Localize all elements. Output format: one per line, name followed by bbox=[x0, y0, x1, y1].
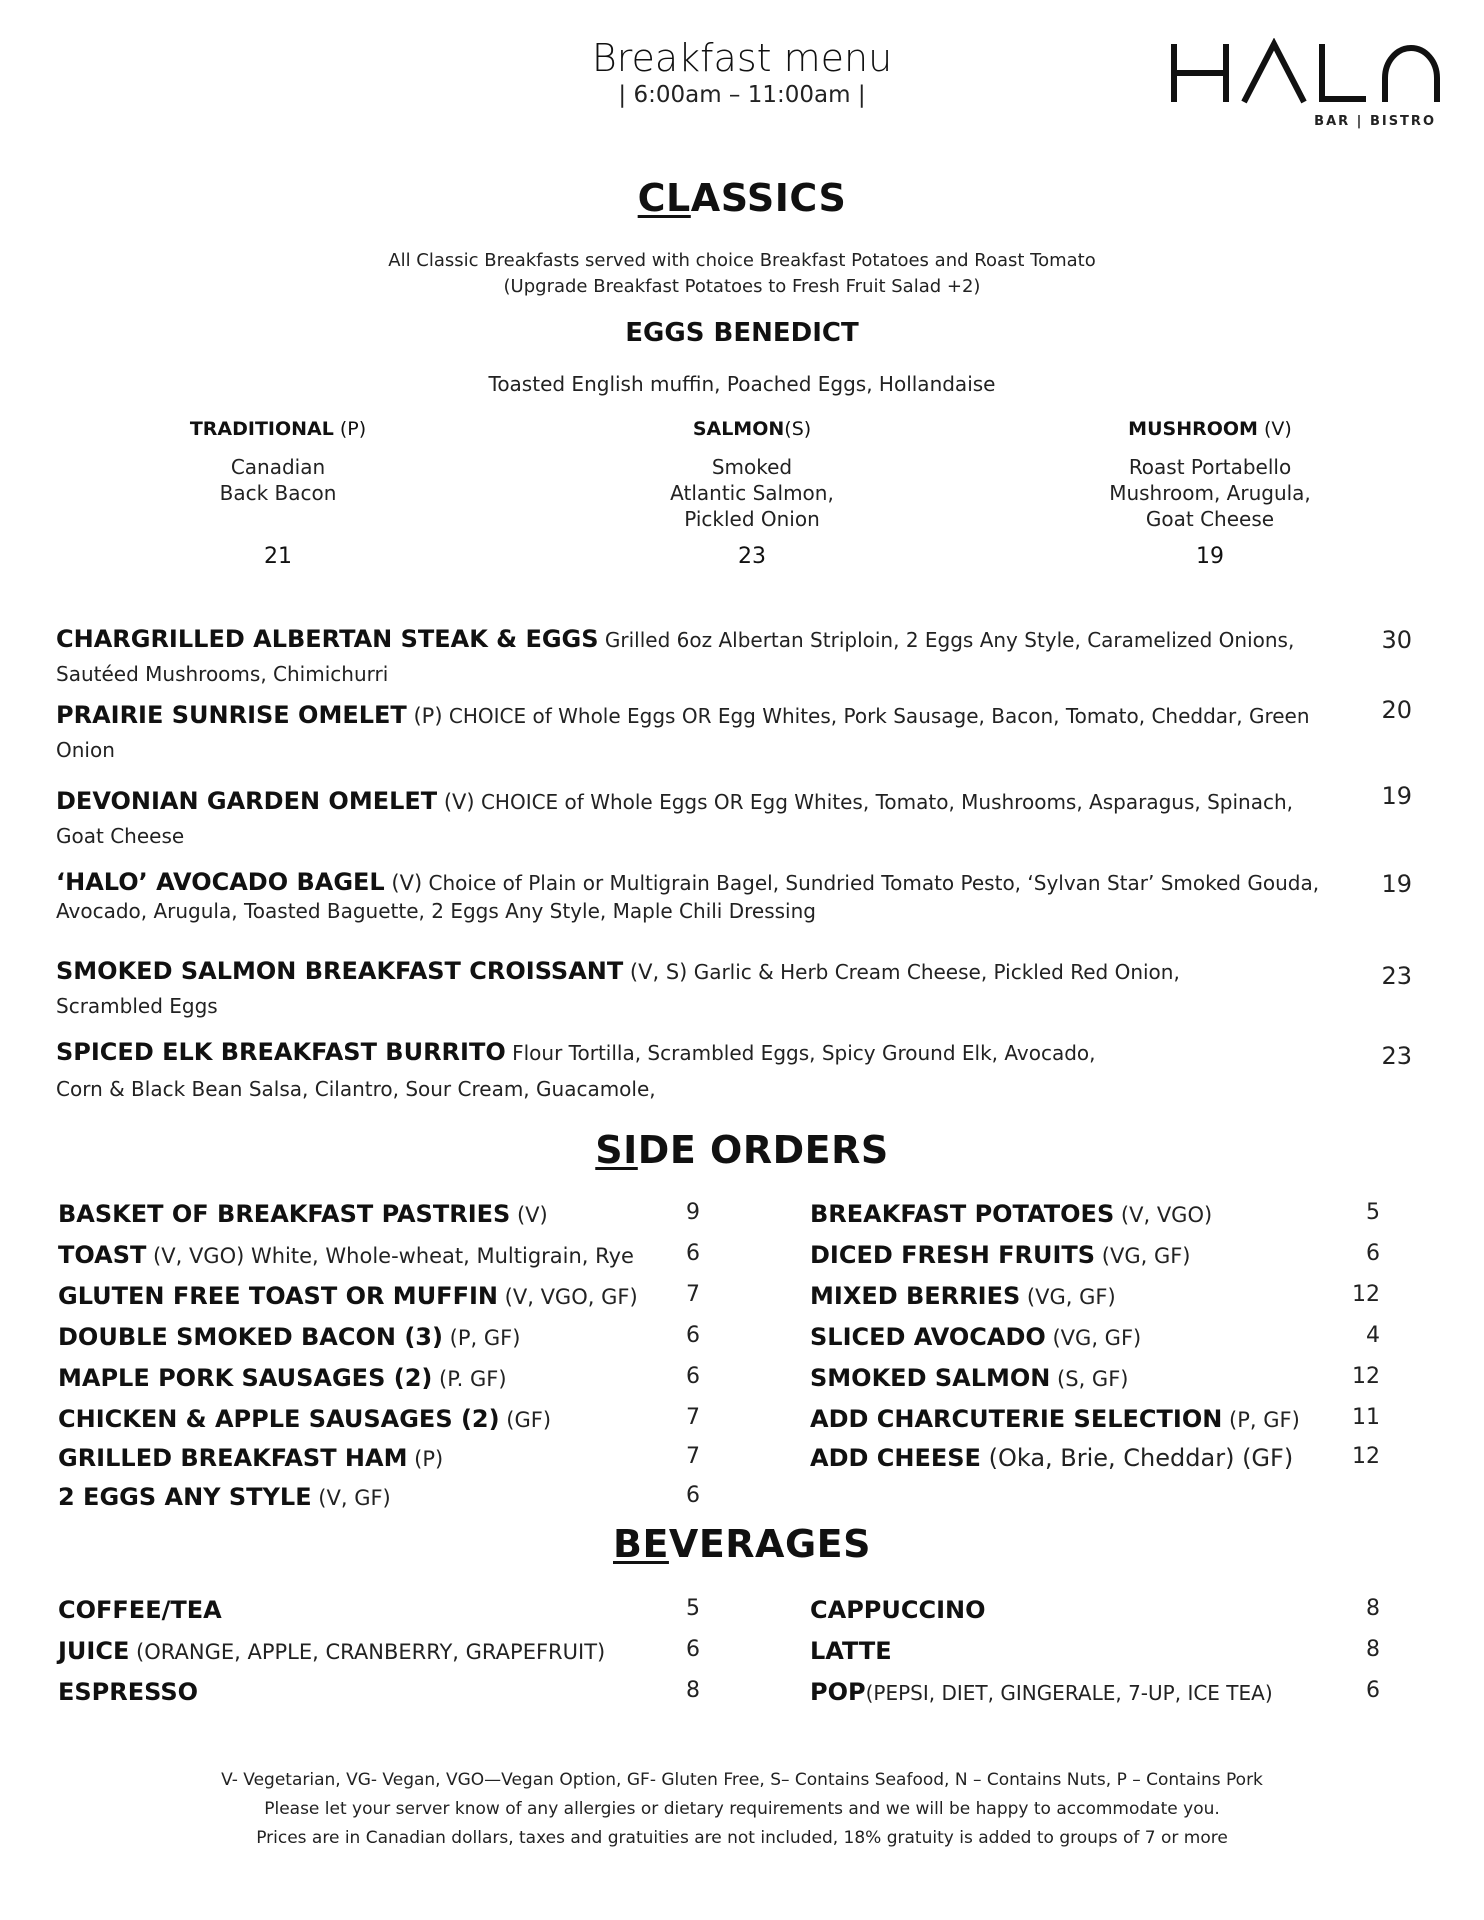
side-item-price: 4 bbox=[1366, 1323, 1380, 1348]
side-item: MIXED BERRIES (VG, GF) bbox=[810, 1282, 1116, 1310]
service-hours: | 6:00am – 11:00am | bbox=[618, 82, 866, 108]
side-item: SLICED AVOCADO (VG, GF) bbox=[810, 1323, 1142, 1351]
side-item-price: 6 bbox=[686, 1483, 700, 1508]
classics-note-line1: All Classic Breakfasts served with choice Breakfast Potatoes and Roast Tomato bbox=[388, 250, 1096, 271]
benedict-option-name: SALMON(S) bbox=[692, 418, 812, 440]
side-item-price: 6 bbox=[686, 1241, 700, 1266]
side-item-price: 7 bbox=[686, 1282, 700, 1307]
side-item: 2 EGGS ANY STYLE (V, GF) bbox=[58, 1483, 391, 1511]
classics-note-line2: (Upgrade Breakfast Potatoes to Fresh Fruit Salad +2) bbox=[503, 276, 981, 297]
benedict-option-name: TRADITIONAL (P) bbox=[189, 418, 367, 440]
side-item: ADD CHARCUTERIE SELECTION (P, GF) bbox=[810, 1405, 1300, 1433]
menu-item-devonian-omelet: DEVONIAN GARDEN OMELET (V) CHOICE of Whole Eggs OR Egg Whites, Tomato, Mushrooms, Asparagus, Spinach, Goat Cheese bbox=[56, 787, 1294, 848]
side-item-price: 6 bbox=[686, 1364, 700, 1389]
benedict-option-traditional bbox=[98, 418, 458, 569]
side-item: SMOKED SALMON (S, GF) bbox=[810, 1364, 1129, 1392]
benedict-option-mushroom bbox=[1030, 418, 1390, 569]
menu-item-price: 23 bbox=[1381, 1042, 1412, 1070]
benedict-option-price: 19 bbox=[1196, 544, 1224, 569]
side-item: BREAKFAST POTATOES (V, VGO) bbox=[810, 1200, 1213, 1228]
beverage-item-price: 6 bbox=[686, 1637, 700, 1662]
menu-item-price: 30 bbox=[1381, 626, 1412, 654]
menu-item-salmon-croissant: SMOKED SALMON BREAKFAST CROISSANT (V, S) Garlic & Herb Cream Cheese, Pickled Red Onion, Scrambled Eggs bbox=[56, 957, 1180, 1018]
classics-note bbox=[0, 248, 1484, 300]
menu-item-steak-eggs: CHARGRILLED ALBERTAN STEAK & EGGS Grilled 6oz Albertan Striploin, 2 Eggs Any Style, Caramelized Onions, Sautéed Mushrooms, Chimichurri bbox=[56, 625, 1295, 686]
allergy-notice: Please let your server know of any allergies or dietary requirements and we will be happy to accommodate you. bbox=[264, 1799, 1220, 1819]
benedict-option-price: 23 bbox=[738, 544, 766, 569]
benedict-option-description: Roast Portabello Mushroom, Arugula, Goat Cheese bbox=[1109, 455, 1311, 531]
dietary-legend: V- Vegetarian, VG- Vegan, VGO—Vegan Option, GF- Gluten Free, S– Contains Seafood, N – Contains Nuts, P – Contains Pork bbox=[221, 1770, 1263, 1790]
side-item-price: 12 bbox=[1352, 1364, 1380, 1389]
beverage-item: CAPPUCCINO bbox=[810, 1596, 986, 1624]
side-item: ADD CHEESE (Oka, Brie, Cheddar) (GF) bbox=[810, 1444, 1294, 1472]
menu-item-elk-burrito: SPICED ELK BREAKFAST BURRITO Flour Tortilla, Scrambled Eggs, Spicy Ground Elk, Avocado, Corn & Black Bean Salsa, Cilantro, Sour Cream, Guacamole, bbox=[56, 1038, 1096, 1101]
benedict-option-name: MUSHROOM (V) bbox=[1128, 418, 1292, 440]
side-item-price: 7 bbox=[686, 1444, 700, 1469]
side-item-price: 12 bbox=[1352, 1282, 1380, 1307]
eggs-benedict-heading: EGGS BENEDICT bbox=[625, 318, 859, 348]
beverage-item-price: 8 bbox=[686, 1678, 700, 1703]
side-item: GLUTEN FREE TOAST OR MUFFIN (V, VGO, GF) bbox=[58, 1282, 638, 1310]
menu-item-price: 19 bbox=[1381, 782, 1412, 810]
classics-heading-rest: ASSICS bbox=[690, 176, 847, 220]
side-orders-heading: SIDE ORDERS bbox=[595, 1128, 889, 1172]
classics-heading bbox=[0, 176, 1484, 220]
benedict-option-salmon bbox=[572, 418, 932, 569]
menu-item-prairie-omelet: PRAIRIE SUNRISE OMELET (P) CHOICE of Whole Eggs OR Egg Whites, Pork Sausage, Bacon, Tomato, Cheddar, Green Onion bbox=[56, 701, 1310, 762]
side-item: CHICKEN & APPLE SAUSAGES (2) (GF) bbox=[58, 1405, 552, 1433]
menu-title: Breakfast menu bbox=[591, 36, 893, 80]
menu-item-price: 19 bbox=[1381, 870, 1412, 898]
side-item: DICED FRESH FRUITS (VG, GF) bbox=[810, 1241, 1191, 1269]
benedict-option-description: Smoked Atlantic Salmon, Pickled Onion bbox=[670, 455, 834, 531]
benedict-option-description: Canadian Back Bacon bbox=[219, 455, 337, 505]
beverage-item-price: 8 bbox=[1366, 1596, 1380, 1621]
beverage-item: JUICE (ORANGE, APPLE, CRANBERRY, GRAPEFRUIT) bbox=[58, 1637, 606, 1665]
side-item-price: 7 bbox=[686, 1405, 700, 1430]
beverage-item: COFFEE/TEA bbox=[58, 1596, 222, 1624]
halo-logo bbox=[1170, 38, 1440, 138]
beverage-item-price: 6 bbox=[1366, 1678, 1380, 1703]
side-item: MAPLE PORK SAUSAGES (2) (P. GF) bbox=[58, 1364, 507, 1392]
beverage-item-price: 8 bbox=[1366, 1637, 1380, 1662]
menu-footer bbox=[0, 1766, 1484, 1853]
menu-item-price: 20 bbox=[1381, 696, 1412, 724]
beverages-heading: BEVERAGES bbox=[613, 1522, 871, 1566]
beverage-item: POP(PEPSI, DIET, GINGERALE, 7-UP, ICE TEA) bbox=[810, 1678, 1273, 1706]
side-item-price: 11 bbox=[1352, 1405, 1380, 1430]
beverage-item-price: 5 bbox=[686, 1596, 700, 1621]
side-item-price: 6 bbox=[1366, 1241, 1380, 1266]
side-item-price: 5 bbox=[1366, 1200, 1380, 1225]
benedict-option-price: 21 bbox=[264, 544, 292, 569]
beverage-item: LATTE bbox=[810, 1637, 892, 1665]
menu-item-avocado-bagel: ‘HALO’ AVOCADO BAGEL (V) Choice of Plain or Multigrain Bagel, Sundried Tomato Pesto, ‘Sylvan Star’ Smoked Gouda, Avocado, Arugula, Toasted Baguette, 2 Eggs Any Style, Maple Chili Dressing bbox=[56, 868, 1320, 923]
menu-item-price: 23 bbox=[1381, 962, 1412, 990]
side-item-price: 12 bbox=[1352, 1444, 1380, 1469]
side-item: BASKET OF BREAKFAST PASTRIES (V) bbox=[58, 1200, 548, 1228]
halo-logo-wordmark bbox=[1170, 38, 1440, 108]
side-item: DOUBLE SMOKED BACON (3) (P, GF) bbox=[58, 1323, 521, 1351]
side-item-price: 6 bbox=[686, 1323, 700, 1348]
side-item-price: 9 bbox=[686, 1200, 700, 1225]
classics-heading-underlined: CL bbox=[637, 176, 691, 220]
side-item: GRILLED BREAKFAST HAM (P) bbox=[58, 1444, 444, 1472]
side-item: TOAST (V, VGO) White, Whole-wheat, Multigrain, Rye bbox=[58, 1241, 634, 1269]
eggs-benedict-description: Toasted English muffin, Poached Eggs, Hollandaise bbox=[488, 372, 996, 396]
logo-subtitle: BAR | BISTRO bbox=[1314, 114, 1436, 129]
beverage-item: ESPRESSO bbox=[58, 1678, 199, 1706]
pricing-notice: Prices are in Canadian dollars, taxes and gratuities are not included, 18% gratuity is added to groups of 7 or more bbox=[256, 1828, 1228, 1848]
